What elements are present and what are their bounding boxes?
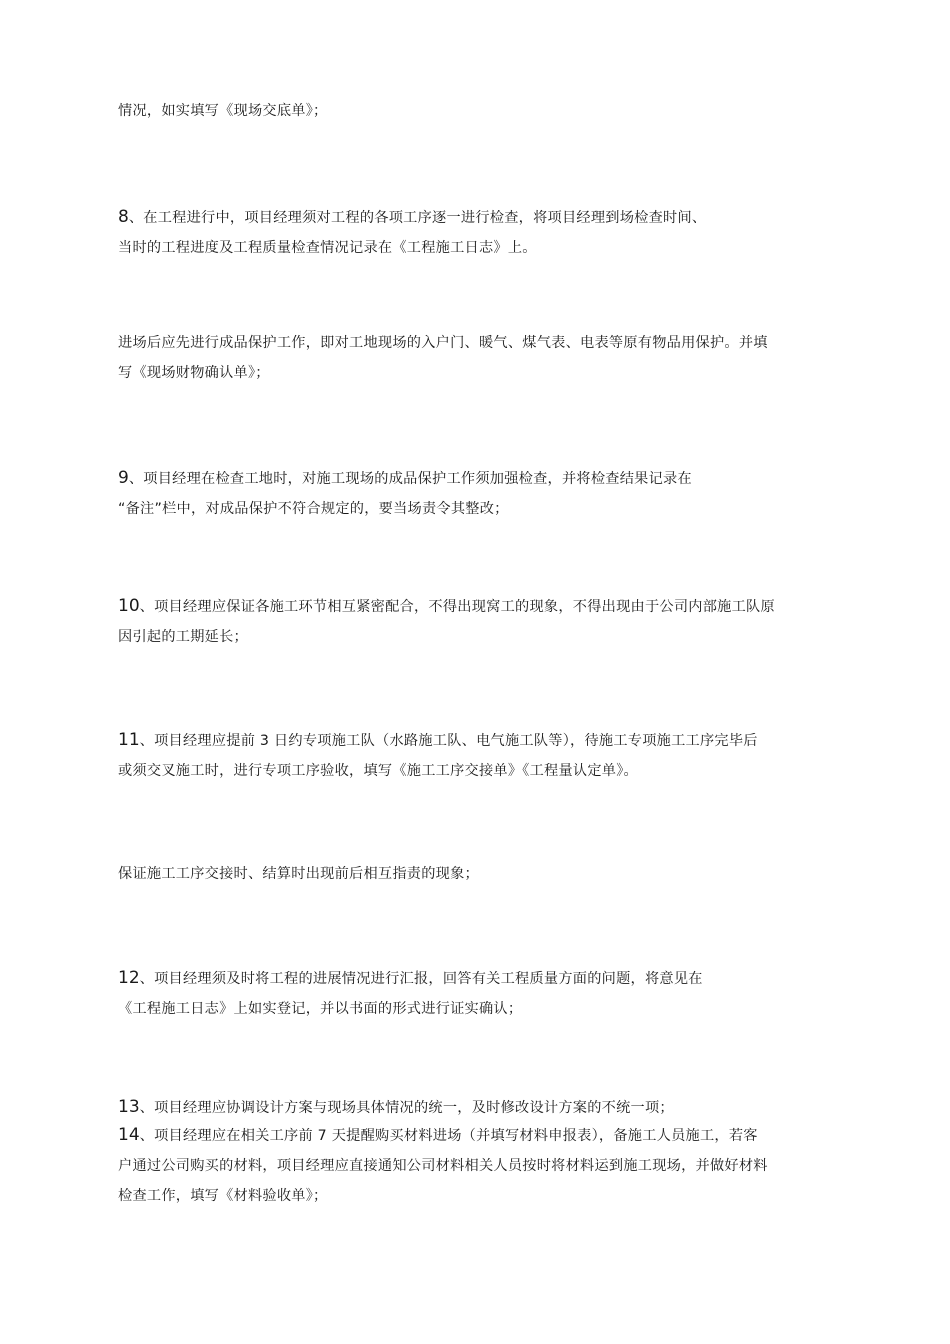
text-line: 情况，如实填写《现场交底单》；: [118, 103, 328, 119]
text-line: 写《现场财物确认单》；: [118, 365, 270, 381]
text-line: [118, 591, 838, 622]
text-line: [118, 202, 838, 233]
line-text: 、在工程进行中，项目经理须对工程的各项工序逐一进行检查，将项目经理到场检查时间、: [128, 210, 707, 226]
paragraph-item-13: [118, 1092, 838, 1123]
line-text: 、项目经理在检查工地时，对施工现场的成品保护工作须加强检查，并将检查结果记录在: [128, 471, 692, 487]
item-number: 8: [118, 207, 129, 227]
line-text: 、项目经理须及时将工程的进展情况进行汇报，回答有关工程质量方面的问题，将意见在: [139, 971, 703, 987]
item-number: 9: [118, 468, 129, 488]
paragraph-item-9: [118, 463, 838, 524]
paragraph-handover-blame: [118, 859, 838, 889]
text-line: 《工程施工日志》上如实登记，并以书面的形式进行证实确认；: [118, 1001, 523, 1017]
text-line: 当时的工程进度及工程质量检查情况记录在《工程施工日志》上。: [118, 240, 537, 256]
text-line: 进场后应先进行成品保护工作，即对工地现场的入户门、暖气、煤气表、电表等原有物品用保护。并填: [118, 335, 768, 351]
item-number: 11: [118, 730, 140, 750]
line-text: 、项目经理应在相关工序前 7 天提醒购买材料进场（并填写材料申报表），备施工人员施工，若客: [139, 1128, 758, 1144]
paragraph-finished-product-protection: [118, 328, 838, 388]
item-number: 10: [118, 596, 140, 616]
text-line: [118, 725, 838, 756]
paragraph-item-11: [118, 725, 838, 786]
text-line: 因引起的工期延长；: [118, 629, 248, 645]
text-line: [118, 463, 838, 494]
paragraph-item-10: [118, 591, 838, 652]
item-number: 13: [118, 1097, 140, 1117]
item-number: 12: [118, 968, 140, 988]
paragraph-item-8: [118, 202, 838, 263]
text-line: [118, 963, 838, 994]
paragraph-item-14: [118, 1120, 838, 1211]
text-line: 或须交叉施工时，进行专项工序验收，填写《施工工序交接单》《工程量认定单》。: [118, 763, 638, 779]
paragraph-site-handover: [118, 96, 838, 126]
line-text: 、项目经理应协调设计方案与现场具体情况的统一，及时修改设计方案的不统一项；: [139, 1100, 674, 1116]
text-line: 保证施工工序交接时、结算时出现前后相互指责的现象；: [118, 866, 479, 882]
line-text: 、项目经理应提前 3 日约专项施工队（水路施工队、电气施工队等），待施工专项施工工序完毕后: [139, 733, 758, 749]
text-line: 户通过公司购买的材料，项目经理应直接通知公司材料相关人员按时将材料运到施工现场，并做好材料: [118, 1158, 768, 1174]
text-line: [118, 1092, 838, 1123]
item-number: 14: [118, 1125, 140, 1145]
line-text: 、项目经理应保证各施工环节相互紧密配合，不得出现窝工的现象，不得出现由于公司内部施工队原: [139, 599, 775, 615]
text-line: 检查工作，填写《材料验收单》；: [118, 1188, 328, 1204]
text-line: [118, 1120, 838, 1151]
paragraph-item-12: [118, 963, 838, 1024]
text-line: “备注”栏中，对成品保护不符合规定的，要当场责令其整改；: [118, 501, 509, 517]
